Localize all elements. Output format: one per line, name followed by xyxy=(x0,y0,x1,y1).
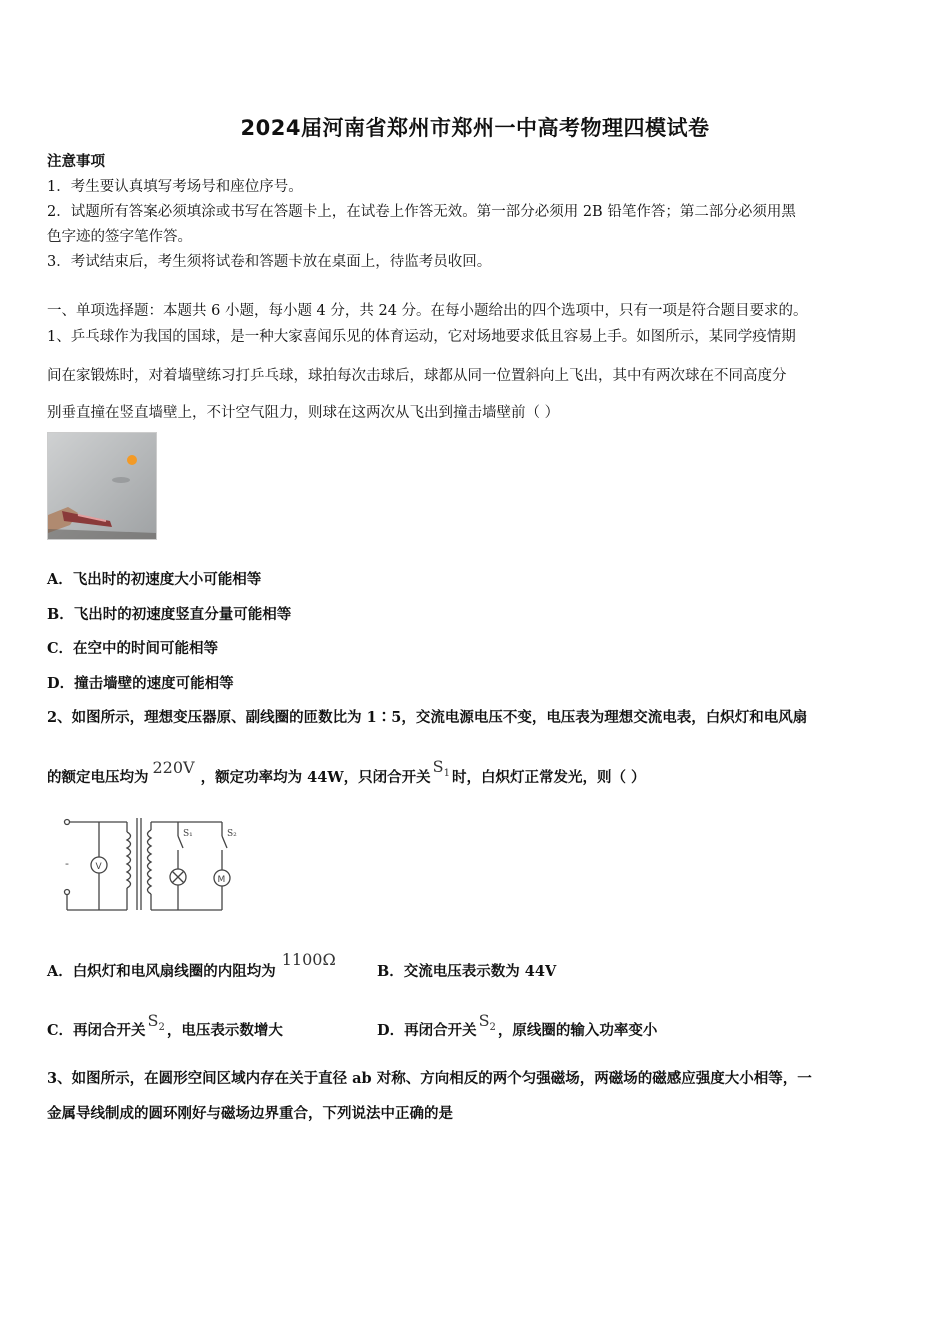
switch-s2: S xyxy=(478,1011,490,1030)
q2-option-d-text: D．再闭合开关 xyxy=(377,1022,477,1039)
s2-label: S₂ xyxy=(227,829,237,839)
section-heading: 一、单项选择题：本题共 6 小题，每小题 4 分，共 24 分。在每小题给出的四个选项中，只有一项是符合题目要求的。 xyxy=(47,303,808,319)
q1-option-a: A．飞出时的初速度大小可能相等 xyxy=(47,571,262,588)
q1-stem-line: 别垂直撞在竖直墙壁上，不计空气阻力，则球在这两次从飞出到撞击墙壁前（ ） xyxy=(47,405,560,421)
q2-text: ，额定功率均为 44W，只闭合开关 xyxy=(200,769,431,786)
q2-voltage: 220V xyxy=(152,758,195,777)
q2-text: 时，白炽灯正常发光，则（ ） xyxy=(451,769,646,786)
q2-option-b: B．交流电压表示数为 44V xyxy=(377,963,557,980)
q2-stem-line2 xyxy=(47,757,646,789)
q1-stem-line: 1、乒乓球作为我国的国球，是一种大家喜闻乐见的体育运动，它对场地要求低且容易上手。如图所示，某同学疫情期 xyxy=(47,329,796,345)
q3-stem-line: 金属导线制成的圆环刚好与磁场边界重合，下列说法中正确的是 xyxy=(47,1105,453,1122)
q2-option-d xyxy=(377,1011,658,1042)
notice-item: 1．考生要认真填写考场号和座位序号。 xyxy=(47,179,303,195)
fan-label: M xyxy=(217,875,226,885)
notice-item: 色字迹的签字笔作答。 xyxy=(47,229,192,245)
switch-s2: S xyxy=(147,1011,159,1030)
q2-option-a xyxy=(47,950,336,981)
switch-s2-sub: 2 xyxy=(158,1022,165,1033)
notice-heading: 注意事项 xyxy=(47,153,105,170)
switch-s1: S xyxy=(432,757,444,776)
svg-text:-: - xyxy=(65,857,69,870)
ping-pong-photo xyxy=(47,432,157,540)
q1-option-b: B．飞出时的初速度竖直分量可能相等 xyxy=(47,606,292,623)
q1-option-d: D．撞击墙壁的速度可能相等 xyxy=(47,675,234,692)
q1-option-c: C．在空中的时间可能相等 xyxy=(47,640,219,657)
q3-stem-line: 3、如图所示，在圆形空间区域内存在关于直径 ab 对称、方向相反的两个匀强磁场，两磁场的磁感应强度大小相等，一 xyxy=(47,1070,812,1087)
voltmeter-label: V xyxy=(95,862,102,872)
page-title: 2024届河南省郑州市郑州一中高考物理四模试卷 xyxy=(240,116,710,140)
q2-option-c-text2: ，电压表示数增大 xyxy=(166,1022,283,1039)
q2-option-c xyxy=(47,1011,283,1042)
notice-item: 2．试题所有答案必须填涂或书写在答题卡上，在试卷上作答无效。第一部分必须用 2B 铅笔作答；第二部分必须用黑 xyxy=(47,204,796,220)
q2-option-d-text2: ，原线圈的输入功率变小 xyxy=(497,1022,658,1039)
notice-item: 3．考试结束后，考生须将试卷和答题卡放在桌面上，待监考员收回。 xyxy=(47,254,492,270)
q2-resistance: 1100Ω xyxy=(281,950,336,969)
transformer-circuit xyxy=(57,812,247,914)
q2-option-a-text: A．白炽灯和电风扇线圈的内阻均为 xyxy=(47,963,276,980)
q2-text: 的额定电压均为 xyxy=(47,769,149,786)
q2-stem-line: 2、如图所示，理想变压器原、副线圈的匝数比为 1∶5，交流电源电压不变，电压表为理想交流电表，白炽灯和电风扇 xyxy=(47,709,808,726)
q1-stem-line: 间在家锻炼时，对着墙壁练习打乒乓球，球拍每次击球后，球都从同一位置斜向上飞出，其中有两次球在不同高度分 xyxy=(47,368,787,384)
q2-option-c-text: C．再闭合开关 xyxy=(47,1022,146,1039)
s1-label: S₁ xyxy=(183,829,193,839)
switch-s2-sub: 2 xyxy=(489,1022,496,1033)
switch-s1-sub: 1 xyxy=(443,768,450,779)
